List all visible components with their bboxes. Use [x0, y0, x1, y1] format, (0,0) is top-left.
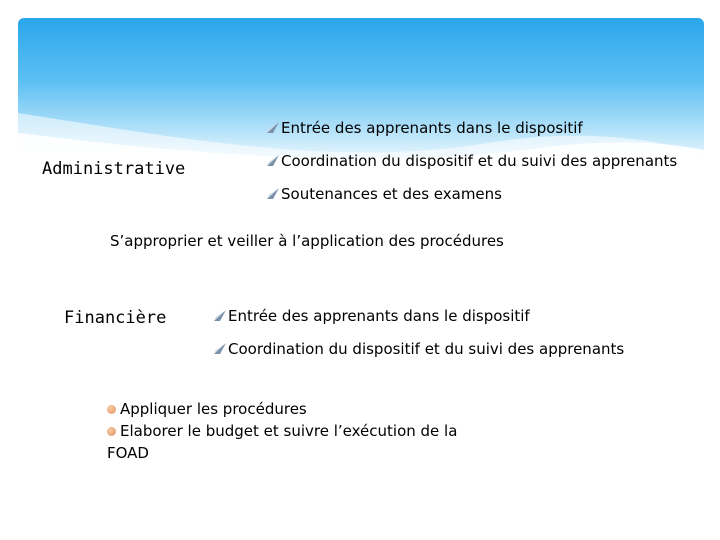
bullet-item-1 [107, 400, 307, 418]
admin-item-2-text: Coordination du dispositif et du suivi des apprenants [281, 152, 678, 170]
bullet-item-2-continued: FOAD [107, 444, 149, 462]
admin-item-2 [266, 152, 677, 170]
administrative-heading: Administrative [42, 159, 186, 179]
admin-item-3-text: Soutenances et des examens [281, 185, 502, 203]
bullet-item-1-text: Appliquer les procédures [120, 400, 307, 418]
admin-item-1-text: Entrée des apprenants dans le dispositif [281, 119, 583, 137]
fin-item-1 [213, 307, 530, 325]
admin-item-3 [266, 185, 502, 203]
bullet-item-2 [107, 422, 457, 440]
dot-bullet-icon [107, 405, 116, 414]
arrow-bullet-icon [213, 308, 227, 322]
admin-statement: S’approprier et veiller à l’application des procédures [110, 232, 504, 250]
admin-item-1 [266, 119, 583, 137]
arrow-bullet-icon [266, 120, 280, 134]
header-banner [18, 18, 704, 158]
financiere-heading: Financière [64, 308, 167, 328]
fin-item-1-text: Entrée des apprenants dans le dispositif [228, 307, 530, 325]
fin-item-2 [213, 340, 624, 358]
arrow-bullet-icon [213, 341, 227, 355]
arrow-bullet-icon [266, 153, 280, 167]
wave-decoration [18, 18, 704, 158]
arrow-bullet-icon [266, 186, 280, 200]
dot-bullet-icon [107, 427, 116, 436]
bullet-item-2-text: Elaborer le budget et suivre l’exécution de la [120, 422, 458, 440]
fin-item-2-text: Coordination du dispositif et du suivi des apprenants [228, 340, 625, 358]
